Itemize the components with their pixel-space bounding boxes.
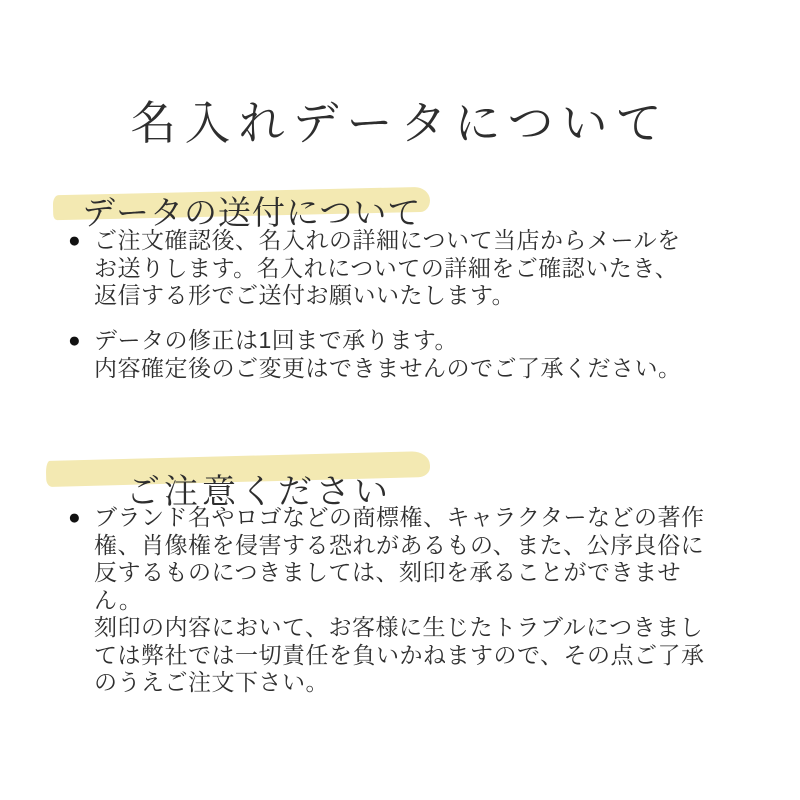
text-line: ん。 <box>94 586 143 613</box>
bullet-text <box>94 327 758 382</box>
bullet-item-order-confirmation <box>68 227 758 310</box>
bullet-icon: ● <box>68 229 81 252</box>
section-heading-data-sending: データの送付について <box>82 194 422 232</box>
bullet-text <box>94 227 758 310</box>
bullet-item-data-revision <box>68 327 758 382</box>
bullet-item-trademark-caution <box>68 504 758 697</box>
text-line: ブランド名やロゴなどの商標権、キャラクターなどの著作 <box>94 504 705 530</box>
text-line: のうえご注文下さい。 <box>94 669 329 695</box>
text-line: 内容確定後のご変更はできませんのでご了承ください。 <box>94 354 682 381</box>
bullet-icon: ● <box>68 329 81 352</box>
text-line: 返信する形でご送付お願いいたします。 <box>94 282 516 308</box>
text-line: 刻印の内容において、お客様に生じたトラブルにつきまし <box>94 614 704 640</box>
text-line: データの修正は1回まで承ります。 <box>94 327 458 353</box>
text-line: お送りします。名入れについての詳細をご確認いたき、 <box>94 254 679 281</box>
page-title: 名入れデータについて <box>130 96 670 149</box>
section-heading-caution: ご注意ください <box>126 473 392 512</box>
text-line: 反するものにつきましては、刻印を承ることができませ <box>94 559 682 585</box>
text-line: ては弊社では一切責任を負いかねますので、その点ご了承 <box>94 641 705 668</box>
text-line: 権、肖像権を侵害する恐れがあるもの、また、公序良俗に <box>94 531 705 558</box>
bullet-icon: ● <box>68 506 81 529</box>
bullet-text <box>94 504 758 697</box>
text-line: ご注文確認後、名入れの詳細について当店からメールを <box>94 227 681 253</box>
